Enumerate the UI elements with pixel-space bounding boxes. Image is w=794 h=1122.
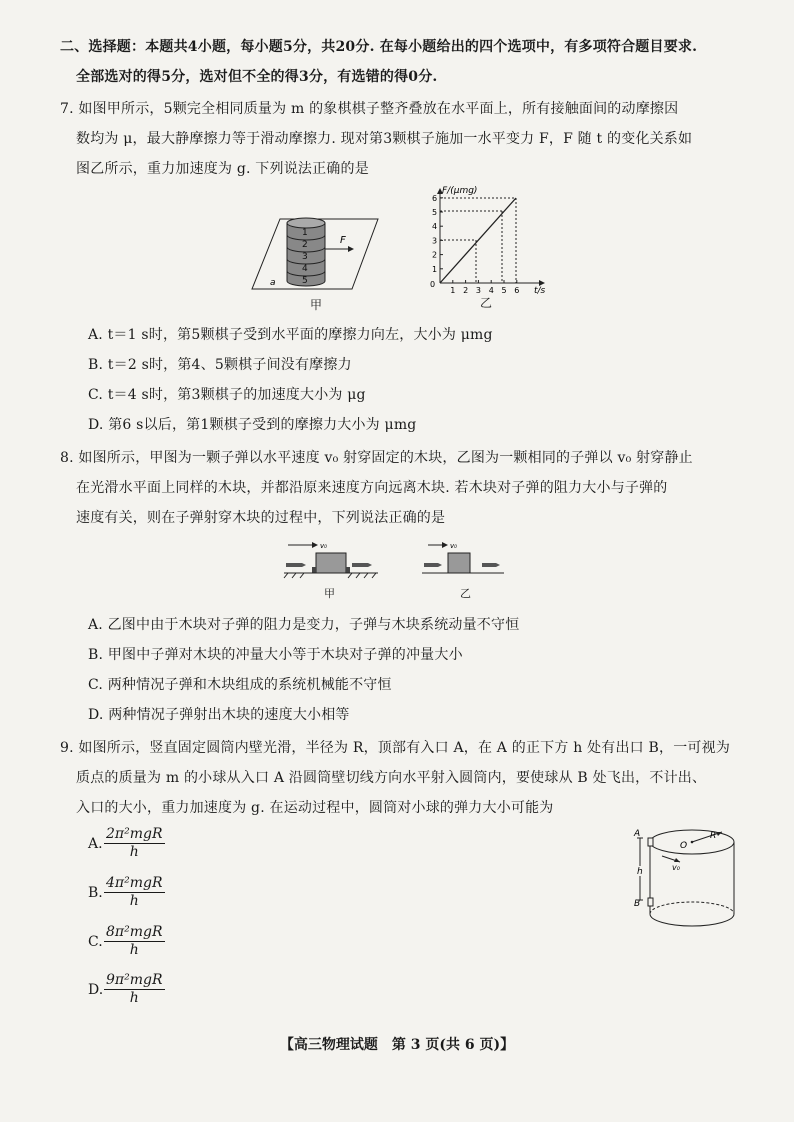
piece-label: 1 [302,228,308,238]
q8-stem-3: 速度有关，则在子弹射穿木块的过程中，下列说法正确的是 [76,510,446,526]
q8-figure-b [420,535,520,585]
x-axis-label: t/s [534,286,546,295]
height-label: h [637,867,643,877]
q8-stem-1: 8. 如图所示，甲图为一颗子弹以水平速度 v₀ 射穿固定的木块，乙图为一颗相同的子弹以 v₀ 射穿静止 [60,450,693,466]
origin-label: 0 [430,280,436,289]
x-tick-label: 2 [463,286,469,295]
q7-figure-a [240,205,390,310]
page-footer: 【高三物理试题 第 3 页(共 6 页)】 [279,1037,515,1053]
piece-label: 5 [302,276,308,286]
q9-option-d-letter[interactable]: D. [88,982,104,998]
q7-figure-a-caption: 甲 [310,298,323,312]
section-heading: 二、选择题：本题共4小题，每小题5分，共20分. 在每小题给出的四个选项中，有多项符合题目要求. [60,39,698,55]
radius-label: R [710,831,717,841]
x-tick-label: 1 [450,286,456,295]
q9-cylinder-figure [628,822,740,940]
q7-option-a[interactable]: A. t＝1 s时，第5颗棋子受到水平面的摩擦力向左，大小为 μmg [88,327,493,343]
piece-label: 3 [302,252,308,262]
piece-label: 4 [302,264,308,274]
q7-figure-b-caption: 乙 [480,296,493,310]
q9-option-c-letter[interactable]: C. [88,934,103,950]
q7-stem-2: 数均为 μ，最大静摩擦力等于滑动摩擦力. 现对第3颗棋子施加一水平变力 F，F 随 t 的变化关系如 [76,131,693,147]
q9-option-d-fraction[interactable] [104,972,165,1007]
velocity-label: v₀ [450,542,457,550]
y-axis-label: F/(μmg) [442,186,478,196]
corner-label: a [270,278,276,288]
q8-figure-b-caption: 乙 [460,587,472,600]
section-scoring: 全部选对的得5分，选对但不全的得3分，有选错的得0分. [76,69,438,85]
q9-stem-1: 9. 如图所示，竖直固定圆筒内壁光滑，半径为 R，顶部有入口 A，在 A 的正下方 h 处有出口 B，一可视为 [60,740,731,756]
q8-stem-2: 在光滑水平面上同样的木块，并都沿原来速度方向远离木块. 若木块对子弹的阻力大小与子弹的 [76,480,668,496]
piece-label: 2 [302,240,308,250]
q8-option-c[interactable]: C. 两种情况子弹和木块组成的系统机械能不守恒 [88,677,392,693]
q7-figure-b-chart [418,183,553,295]
denominator: h [129,844,139,860]
q7-option-d[interactable]: D. 第6 s以后，第1颗棋子受到的摩擦力大小为 μmg [88,417,417,433]
q8-figure-a [282,535,382,585]
q9-option-b-letter[interactable]: B. [88,885,103,901]
y-tick-label: 2 [432,250,438,260]
exit-label: B [634,899,641,909]
q8-figure-a-caption: 甲 [324,587,336,600]
numerator: 2π²mgR [106,826,163,842]
denominator: h [129,893,139,909]
q9-stem-2: 质点的质量为 m 的小球从入口 A 沿圆筒壁切线方向水平射入圆筒内，要使球从 B 处飞出，不计出、 [76,770,707,786]
numerator: 4π²mgR [106,875,163,891]
velocity-label: v₀ [320,542,327,550]
q7-stem-1: 7. 如图甲所示，5颗完全相同质量为 m 的象棋棋子整齐叠放在水平面上，所有接触面间的动摩擦因 [60,101,679,117]
q9-option-c-fraction[interactable] [104,924,165,959]
x-tick-label: 4 [488,286,494,295]
q8-option-d[interactable]: D. 两种情况子弹射出木块的速度大小相等 [88,707,350,723]
q7-option-b[interactable]: B. t＝2 s时，第4、5颗棋子间没有摩擦力 [88,357,352,373]
x-tick-label: 6 [514,286,520,295]
entry-label: A [634,829,641,839]
denominator: h [129,942,139,958]
x-tick-label: 5 [501,286,507,295]
q9-option-a-letter[interactable]: A. [88,836,103,852]
q7-option-c[interactable]: C. t＝4 s时，第3颗棋子的加速度大小为 μg [88,387,366,403]
numerator: 8π²mgR [106,924,163,940]
denominator: h [129,990,139,1006]
center-label: O [680,841,688,851]
q8-option-a[interactable]: A. 乙图中由于木块对子弹的阻力是变力，子弹与木块系统动量不守恒 [88,617,520,633]
y-tick-label: 5 [432,208,438,217]
q8-option-b[interactable]: B. 甲图中子弹对木块的冲量大小等于木块对子弹的冲量大小 [88,647,463,663]
numerator: 9π²mgR [106,972,163,988]
force-label: F [340,235,346,246]
x-tick-label: 3 [475,286,481,295]
y-tick-label: 4 [432,222,438,232]
y-tick-label: 6 [432,193,438,203]
y-tick-label: 1 [432,264,438,274]
q7-stem-3: 图乙所示，重力加速度为 g. 下列说法正确的是 [76,161,369,177]
q9-option-b-fraction[interactable] [104,875,165,910]
y-tick-label: 3 [432,236,438,246]
velocity-label: v₀ [672,863,680,872]
q9-option-a-fraction[interactable] [104,826,165,861]
q9-stem-3: 入口的大小，重力加速度为 g. 在运动过程中，圆筒对小球的弹力大小可能为 [76,800,554,816]
